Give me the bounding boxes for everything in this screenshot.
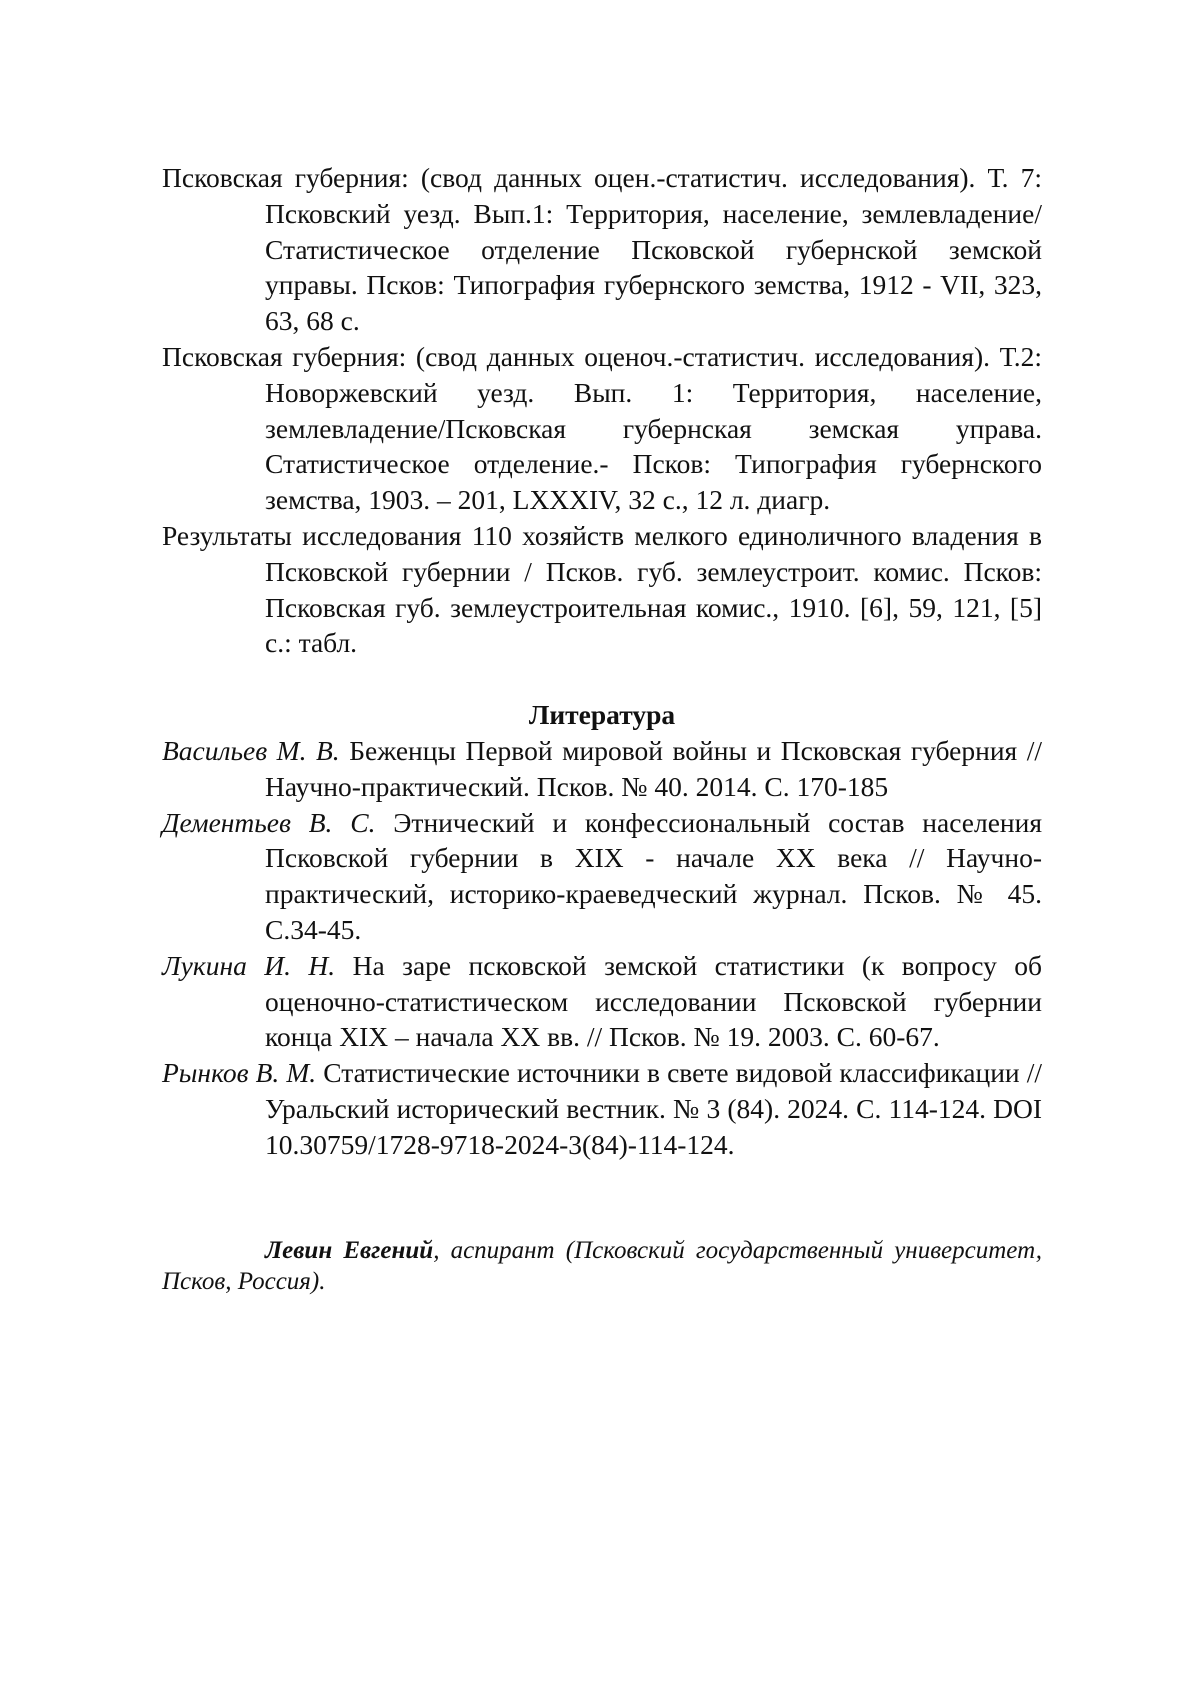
literature-author: Рынков В. М. bbox=[162, 1057, 316, 1088]
literature-heading: Литература bbox=[162, 697, 1042, 733]
literature-citation: Беженцы Первой мировой войны и Псковская губерния // Научно-практический. Псков. № 40. 2014. С. 170-185 bbox=[265, 735, 1042, 802]
author-name: Левин Евгений bbox=[265, 1237, 433, 1264]
literature-entry bbox=[162, 805, 1042, 948]
literature-author: Дементьев В. С. bbox=[162, 807, 375, 838]
literature-list bbox=[162, 733, 1042, 1163]
literature-citation: На заре псковской земской статистики (к вопросу об оценочно-статистическом исследовании Псковской губернии конца XIX – начала XX вв. // Псков. № 19. 2003. С. 60-67. bbox=[265, 950, 1042, 1053]
literature-entry bbox=[162, 1055, 1042, 1162]
literature-citation: Этнический и конфессиональный состав населения Псковской губернии в XIX - начале XX века // Научно-практический, историко-краеведческий журнал. Псков. № 45. С.34-45. bbox=[265, 807, 1042, 945]
literature-author: Лукина И. Н. bbox=[162, 950, 335, 981]
source-entry: Результаты исследования 110 хозяйств мелкого единоличного владения в Псковской губернии / Псков. губ. землеустроит. комис. Псков: Псковская губ. землеустроительная комис., 1910. [6], 59, 121, [5] с.: табл. bbox=[162, 518, 1042, 661]
source-entry: Псковская губерния: (свод данных оценоч.-статистич. исследования). Т.2: Новоржевский уезд. Вып. 1: Территория, население, землевладение/Псковская губернская земская управа. Статистическое отделение.- Псков: Типография губернского земства, 1903. – 201, LXXXIV, 32 с., 12 л. диагр. bbox=[162, 339, 1042, 518]
document-page bbox=[162, 160, 1042, 1297]
sources-list bbox=[162, 160, 1042, 661]
literature-entry bbox=[162, 948, 1042, 1055]
literature-entry bbox=[162, 733, 1042, 805]
literature-citation: Статистические источники в свете видовой классификации // Уральский исторический вестник. № 3 (84). 2024. С. 114-124. DOI 10.30759/1728-9718-2024-3(84)-114-124. bbox=[265, 1057, 1042, 1160]
author-info bbox=[162, 1235, 1042, 1297]
literature-author: Васильев М. В. bbox=[162, 735, 340, 766]
source-entry: Псковская губерния: (свод данных оцен.-статистич. исследования). Т. 7: Псковский уезд. Вып.1: Территория, население, землевладение/Статистическое отделение Псковской губернской земской управы. Псков: Типография губернского земства, 1912 - VII, 323, 63, 68 с. bbox=[162, 160, 1042, 339]
author-details: , аспирант (Псковский государственный университет, Псков, Россия). bbox=[162, 1237, 1042, 1295]
